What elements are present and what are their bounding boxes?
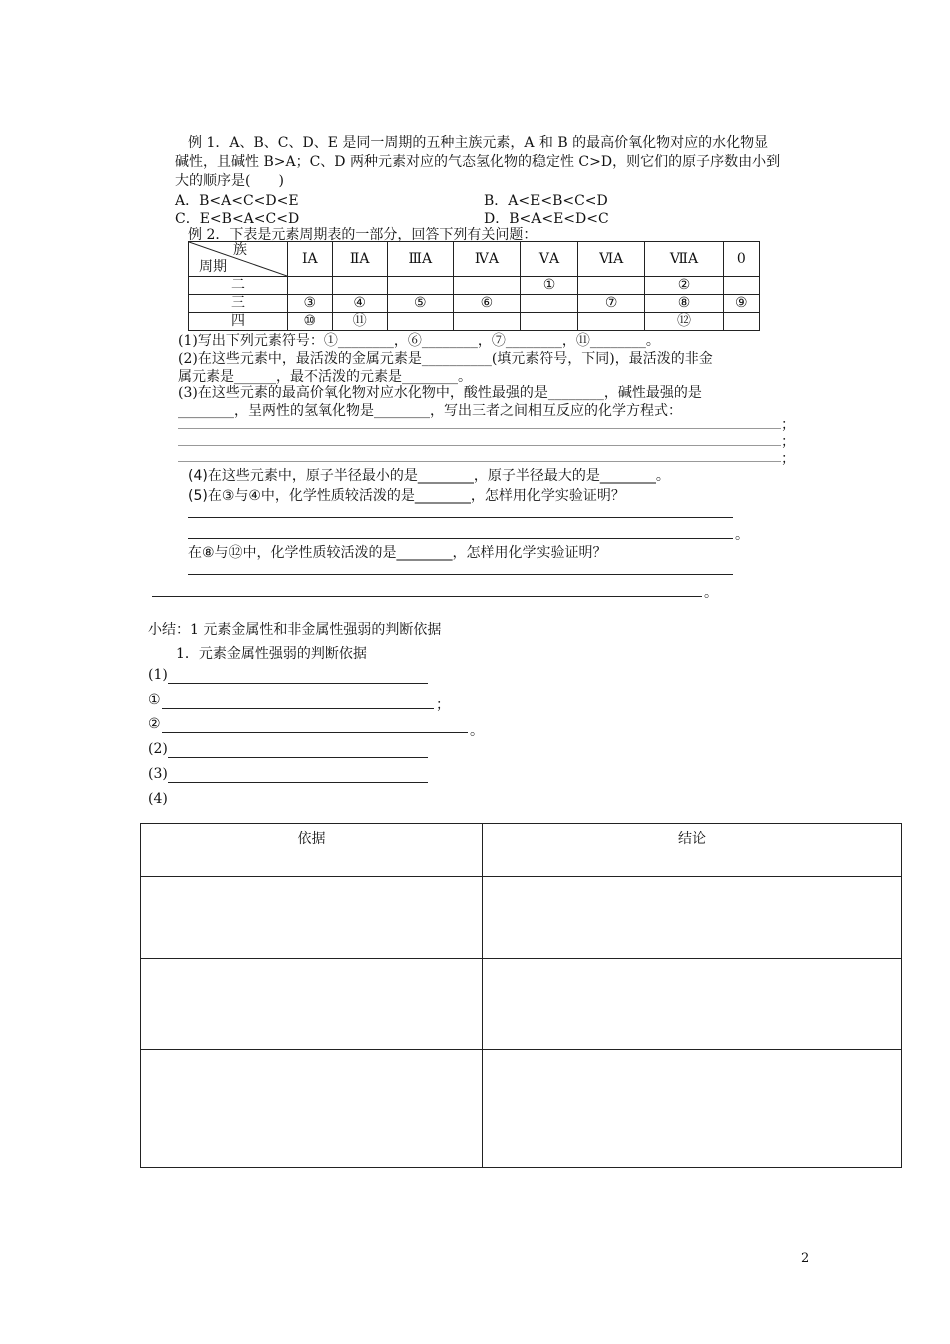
group-header: ⅤA [521,242,578,277]
semicolon: ； [781,434,795,450]
element-cell [577,313,645,331]
element-cell [521,295,578,313]
ex2-intro: 例 2．下表是元素周期表的一部分，回答下列有关问题： [188,227,538,243]
answer-line [168,683,428,684]
table-row [189,295,760,313]
item-1-label: (1) [148,667,168,683]
question-5: (5)在③与④中，化学性质较活泼的是________，怎样用化学实验证明？ [188,488,625,504]
table-cell [483,1050,902,1168]
ex1-option-d: D．B<A<E<D<C [484,211,609,227]
answer-line [168,757,428,758]
question-3-line2: ________，呈两性的氢氧化物是________，写出三者之间相互反应的化学方程式： [178,403,682,419]
ex1-option-b: B．A<E<B<C<D [484,193,608,209]
item-2-label: (2) [148,741,168,757]
period-label: 二 [189,277,288,295]
element-cell [577,277,645,295]
answer-line [162,708,434,709]
period-mark: 。 [735,527,749,543]
ex1-option-a: A．B<A<C<D<E [175,193,299,209]
table-cell [141,877,483,959]
element-cell: ③ [288,295,333,313]
semicolon: ； [781,417,795,433]
element-cell: ⑦ [577,295,645,313]
period-label: 三 [189,295,288,313]
periodic-table [188,241,760,331]
answer-line [188,517,733,518]
group-header: ⅦA [645,242,723,277]
table-cell [141,1050,483,1168]
semicolon: ； [781,451,795,467]
element-cell [288,277,333,295]
answer-line [178,461,781,462]
table-cell [483,959,902,1050]
question-2-line1: (2)在这些元素中，最活泼的金属元素是__________(填元素符号，下同)，最活泼的非金 [178,351,713,367]
question-5-part2: 在⑧与⑫中，化学性质较活泼的是________，怎样用化学实验证明？ [188,545,607,561]
group-header: ⅥA [577,242,645,277]
answer-line [188,538,733,539]
table-row [141,877,902,959]
answer-line [168,782,428,783]
table-row [189,277,760,295]
question-2-line2: 属元素是______，最不活泼的元素是________。 [178,369,472,385]
ex1-line2: 碱性，且碱性 B>A；C、D 两种元素对应的气态氢化物的稳定性 C>D，则它们的原子序数由小到 [175,154,781,170]
table-row [189,313,760,331]
element-cell: ⑫ [645,313,723,331]
element-cell: ④ [332,295,387,313]
period-label: 四 [189,313,288,331]
group-header: ⅣA [453,242,520,277]
table-cell [483,877,902,959]
element-cell: ⑤ [387,295,453,313]
element-cell [453,313,520,331]
table-row [141,959,902,1050]
item-4-label: (4) [148,791,168,807]
corner-period-label: 周期 [199,259,227,275]
summary-table [140,823,902,1168]
item-1a-label: ① [148,692,161,708]
answer-line [188,574,733,575]
column-header: 依据 [141,824,483,877]
column-header: 结论 [483,824,902,877]
element-cell: ⑥ [453,295,520,313]
element-cell: ① [521,277,578,295]
answer-line [152,596,702,597]
period-mark: 。 [704,585,718,601]
group-header: ⅠA [288,242,333,277]
element-cell: ② [645,277,723,295]
element-cell [723,277,759,295]
question-3-line1: (3)在这些元素的最高价氧化物对应水化物中，酸性最强的是________，碱性最强的是 [178,385,702,401]
ex1-line3: 大的顺序是( ) [175,173,284,189]
answer-line [162,732,468,733]
table-cell [141,959,483,1050]
table-row [141,1050,902,1168]
semicolon: ； [436,697,450,713]
element-cell [387,277,453,295]
item-3-label: (3) [148,766,168,782]
summary-subtitle: 1．元素金属性强弱的判断依据 [176,646,367,662]
element-cell: ⑨ [723,295,759,313]
question-1: (1)写出下列元素符号：①________，⑥________，⑦________，⑪________。 [178,333,660,349]
ex1-option-c: C．E<B<A<C<D [175,211,300,227]
group-header: ⅢA [387,242,453,277]
question-4: (4)在这些元素中，原子半径最小的是________，原子半径最大的是________。 [188,468,670,484]
group-header: 0 [723,242,759,277]
corner-group-label: 族 [233,242,247,258]
answer-line [178,445,781,446]
element-cell: ⑪ [332,313,387,331]
element-cell [723,313,759,331]
element-cell: ⑧ [645,295,723,313]
table-row [141,824,902,877]
element-cell [387,313,453,331]
ex1-line1: 例 1．A、B、C、D、E 是同一周期的五种主族元素，A 和 B 的最高价氧化物对应的水化物显 [188,135,769,151]
period-mark: 。 [470,723,484,739]
item-1b-label: ② [148,716,161,732]
table-corner-cell [189,242,288,277]
element-cell [332,277,387,295]
element-cell [521,313,578,331]
element-cell: ⑩ [288,313,333,331]
element-cell [453,277,520,295]
answer-line [178,428,781,429]
summary-title: 小结：1 元素金属性和非金属性强弱的判断依据 [148,622,442,638]
page-number: 2 [801,1251,810,1266]
group-header: ⅡA [332,242,387,277]
